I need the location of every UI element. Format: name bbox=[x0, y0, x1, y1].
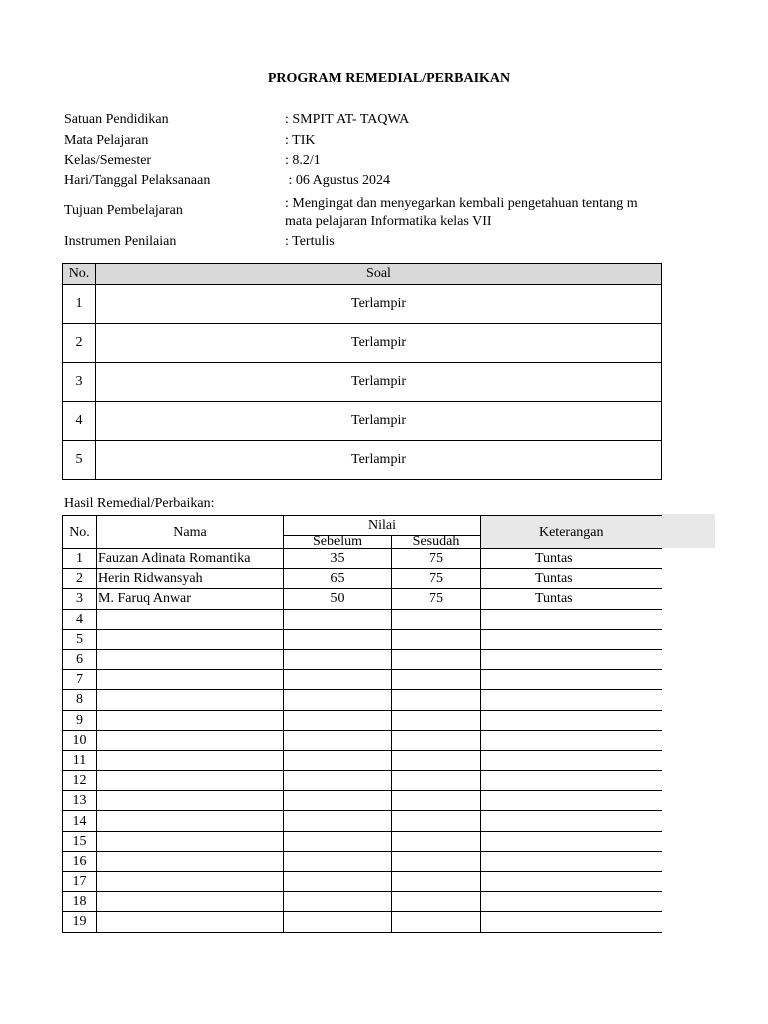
hasil-cell-sebelum: 65 bbox=[284, 569, 392, 589]
table-row bbox=[63, 324, 662, 363]
hasil-cell-sebelum bbox=[284, 629, 392, 649]
hasil-cell-no: 17 bbox=[63, 872, 97, 892]
hasil-cell-keterangan bbox=[481, 851, 662, 871]
hasil-cell-keterangan bbox=[481, 912, 662, 932]
hasil-cell-nama bbox=[97, 831, 284, 851]
table-row bbox=[63, 690, 662, 710]
hasil-cell-nama: Herin Ridwansyah bbox=[97, 569, 284, 589]
info-value-tujuan-line1: : Mengingat dan menyegarkan kembali pengetahuan tentang m bbox=[285, 196, 638, 211]
hasil-cell-keterangan bbox=[481, 771, 662, 791]
hasil-cell-keterangan bbox=[481, 710, 662, 730]
table-row bbox=[63, 791, 662, 811]
hasil-cell-nama bbox=[97, 872, 284, 892]
hasil-cell-sebelum bbox=[284, 730, 392, 750]
hasil-cell-no: 11 bbox=[63, 750, 97, 770]
hasil-cell-nama bbox=[97, 730, 284, 750]
hasil-cell-nama bbox=[97, 649, 284, 669]
hasil-cell-no: 16 bbox=[63, 851, 97, 871]
hasil-cell-sesudah bbox=[392, 670, 481, 690]
hasil-cell-no: 8 bbox=[63, 690, 97, 710]
hasil-cell-keterangan bbox=[481, 629, 662, 649]
hasil-cell-sebelum bbox=[284, 670, 392, 690]
soal-row-no: 4 bbox=[63, 402, 96, 441]
soal-row-text: Terlampir bbox=[96, 402, 662, 441]
table-row bbox=[63, 589, 662, 609]
soal-header-no: No. bbox=[63, 264, 96, 285]
hasil-cell-keterangan bbox=[481, 730, 662, 750]
info-value-satuan: : SMPIT AT- TAQWA bbox=[285, 112, 410, 127]
hasil-table-body bbox=[63, 549, 662, 933]
table-row bbox=[63, 750, 662, 770]
hasil-cell-sesudah bbox=[392, 750, 481, 770]
page-title: PROGRAM REMEDIAL/PERBAIKAN bbox=[267, 71, 511, 86]
hasil-cell-sebelum bbox=[284, 791, 392, 811]
hasil-cell-no: 1 bbox=[63, 549, 97, 569]
hasil-header-sebelum: Sebelum bbox=[284, 536, 392, 549]
table-row bbox=[63, 771, 662, 791]
hasil-cell-keterangan bbox=[481, 791, 662, 811]
hasil-cell-no: 9 bbox=[63, 710, 97, 730]
table-row bbox=[63, 549, 662, 569]
hasil-cell-sebelum bbox=[284, 912, 392, 932]
hasil-cell-keterangan bbox=[481, 690, 662, 710]
hasil-cell-sesudah bbox=[392, 730, 481, 750]
hasil-cell-sebelum bbox=[284, 690, 392, 710]
info-value-tujuan bbox=[285, 195, 661, 231]
hasil-cell-sesudah bbox=[392, 811, 481, 831]
hasil-cell-nama: Fauzan Adinata Romantika bbox=[97, 549, 284, 569]
soal-row-no: 3 bbox=[63, 363, 96, 402]
hasil-cell-nama bbox=[97, 710, 284, 730]
hasil-cell-sesudah bbox=[392, 791, 481, 811]
hasil-cell-sesudah bbox=[392, 771, 481, 791]
table-row bbox=[63, 569, 662, 589]
hasil-cell-no: 13 bbox=[63, 791, 97, 811]
hasil-header-nilai: Nilai bbox=[284, 516, 481, 536]
hasil-cell-sesudah bbox=[392, 609, 481, 629]
hasil-cell-sesudah bbox=[392, 690, 481, 710]
table-row bbox=[63, 402, 662, 441]
soal-table bbox=[62, 263, 662, 480]
hasil-cell-sesudah: 75 bbox=[392, 569, 481, 589]
soal-row-text: Terlampir bbox=[96, 285, 662, 324]
hasil-cell-sesudah bbox=[392, 851, 481, 871]
table-row bbox=[63, 629, 662, 649]
soal-row-text: Terlampir bbox=[96, 324, 662, 363]
hasil-cell-sebelum bbox=[284, 811, 392, 831]
hasil-cell-nama bbox=[97, 892, 284, 912]
hasil-cell-no: 3 bbox=[63, 589, 97, 609]
hasil-cell-keterangan bbox=[481, 750, 662, 770]
hasil-header-no: No. bbox=[63, 516, 97, 549]
hasil-cell-no: 6 bbox=[63, 649, 97, 669]
info-value-mapel: : TIK bbox=[285, 133, 316, 148]
hasil-cell-keterangan bbox=[481, 872, 662, 892]
info-label-kelas: Kelas/Semester bbox=[64, 153, 152, 168]
hasil-cell-sebelum bbox=[284, 892, 392, 912]
table-row bbox=[63, 811, 662, 831]
hasil-cell-keterangan bbox=[481, 649, 662, 669]
hasil-cell-sebelum bbox=[284, 710, 392, 730]
hasil-cell-sebelum bbox=[284, 750, 392, 770]
hasil-cell-nama bbox=[97, 771, 284, 791]
hasil-cell-keterangan bbox=[481, 831, 662, 851]
hasil-cell-sebelum: 50 bbox=[284, 589, 392, 609]
table-row bbox=[63, 609, 662, 629]
hasil-cell-sesudah bbox=[392, 649, 481, 669]
soal-row-text: Terlampir bbox=[96, 363, 662, 402]
hasil-cell-keterangan bbox=[481, 670, 662, 690]
table-row bbox=[63, 851, 662, 871]
hasil-cell-sebelum bbox=[284, 649, 392, 669]
hasil-cell-no: 10 bbox=[63, 730, 97, 750]
table-row bbox=[63, 872, 662, 892]
soal-row-no: 2 bbox=[63, 324, 96, 363]
soal-header-soal: Soal bbox=[96, 264, 662, 285]
soal-row-no: 1 bbox=[63, 285, 96, 324]
soal-row-text: Terlampir bbox=[96, 441, 662, 480]
hasil-cell-sesudah bbox=[392, 710, 481, 730]
hasil-cell-nama bbox=[97, 670, 284, 690]
hasil-cell-keterangan: Tuntas bbox=[481, 549, 662, 569]
soal-table-header-row bbox=[63, 264, 662, 285]
hasil-cell-sesudah: 75 bbox=[392, 549, 481, 569]
hasil-cell-sesudah bbox=[392, 912, 481, 932]
table-row bbox=[63, 730, 662, 750]
hasil-cell-nama bbox=[97, 791, 284, 811]
hasil-cell-sesudah bbox=[392, 831, 481, 851]
hasil-cell-sebelum bbox=[284, 609, 392, 629]
hasil-header-row bbox=[63, 516, 662, 536]
hasil-cell-no: 19 bbox=[63, 912, 97, 932]
table-row bbox=[63, 670, 662, 690]
hasil-cell-sesudah bbox=[392, 629, 481, 649]
hasil-cell-no: 18 bbox=[63, 892, 97, 912]
hasil-cell-keterangan: Tuntas bbox=[481, 569, 662, 589]
hasil-cell-sesudah bbox=[392, 872, 481, 892]
hasil-cell-no: 5 bbox=[63, 629, 97, 649]
hasil-cell-no: 14 bbox=[63, 811, 97, 831]
info-label-mapel: Mata Pelajaran bbox=[64, 133, 149, 148]
table-row bbox=[63, 912, 662, 932]
hasil-cell-keterangan: Tuntas bbox=[481, 589, 662, 609]
table-row bbox=[63, 831, 662, 851]
info-value-instrumen: : Tertulis bbox=[285, 234, 335, 249]
hasil-section-label: Hasil Remedial/Perbaikan: bbox=[64, 496, 215, 511]
soal-row-no: 5 bbox=[63, 441, 96, 480]
hasil-cell-no: 7 bbox=[63, 670, 97, 690]
table-row bbox=[63, 892, 662, 912]
keterangan-header-shade bbox=[661, 514, 715, 548]
table-row bbox=[63, 363, 662, 402]
hasil-cell-no: 15 bbox=[63, 831, 97, 851]
hasil-header-sesudah: Sesudah bbox=[392, 536, 481, 549]
table-row bbox=[63, 649, 662, 669]
info-label-instrumen: Instrumen Penilaian bbox=[64, 234, 177, 249]
hasil-cell-nama bbox=[97, 811, 284, 831]
table-row bbox=[63, 710, 662, 730]
hasil-cell-no: 2 bbox=[63, 569, 97, 589]
hasil-cell-keterangan bbox=[481, 811, 662, 831]
hasil-cell-sebelum bbox=[284, 851, 392, 871]
hasil-cell-nama bbox=[97, 851, 284, 871]
table-row bbox=[63, 285, 662, 324]
hasil-cell-nama bbox=[97, 609, 284, 629]
hasil-cell-sebelum bbox=[284, 831, 392, 851]
hasil-cell-keterangan bbox=[481, 892, 662, 912]
hasil-cell-nama bbox=[97, 629, 284, 649]
hasil-header-nama: Nama bbox=[97, 516, 284, 549]
hasil-cell-sebelum: 35 bbox=[284, 549, 392, 569]
table-row bbox=[63, 441, 662, 480]
hasil-cell-no: 4 bbox=[63, 609, 97, 629]
hasil-header-keterangan: Keterangan bbox=[481, 516, 662, 549]
hasil-cell-sesudah: 75 bbox=[392, 589, 481, 609]
hasil-cell-nama bbox=[97, 690, 284, 710]
info-label-tanggal: Hari/Tanggal Pelaksanaan bbox=[64, 173, 211, 188]
hasil-cell-no: 12 bbox=[63, 771, 97, 791]
info-value-tujuan-line2: mata pelajaran Informatika kelas VII bbox=[285, 214, 492, 229]
info-label-satuan: Satuan Pendidikan bbox=[64, 112, 169, 127]
info-value-tanggal: : 06 Agustus 2024 bbox=[285, 173, 391, 188]
hasil-cell-keterangan bbox=[481, 609, 662, 629]
hasil-cell-nama: M. Faruq Anwar bbox=[97, 589, 284, 609]
hasil-cell-sesudah bbox=[392, 892, 481, 912]
info-value-kelas: : 8.2/1 bbox=[285, 153, 321, 168]
hasil-cell-nama bbox=[97, 750, 284, 770]
hasil-cell-nama bbox=[97, 912, 284, 932]
hasil-cell-sebelum bbox=[284, 872, 392, 892]
hasil-cell-sebelum bbox=[284, 771, 392, 791]
hasil-table bbox=[62, 515, 662, 933]
info-label-tujuan: Tujuan Pembelajaran bbox=[64, 203, 183, 218]
